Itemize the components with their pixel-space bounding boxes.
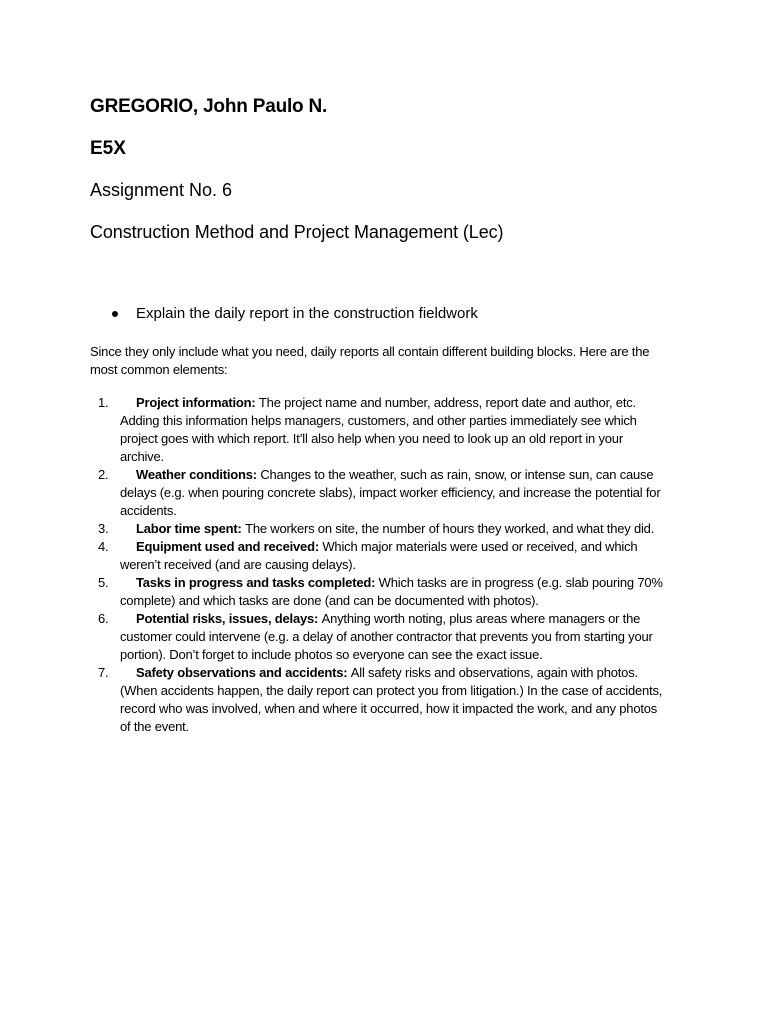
bullet-icon [112,311,118,317]
item-title: Equipment used and received: [136,539,323,554]
item-number: 7. [98,665,109,680]
item-number: 1. [98,395,109,410]
assignment-title: Assignment No. 6 [90,180,233,200]
student-section: E5X [90,138,126,159]
item-title: Labor time spent: [136,521,246,536]
item-text: The workers on site, the number of hours they worked, and what they did. [245,521,655,536]
intro-paragraph: Since they only include what you need, daily reports all contain different building blocks. Here are the most common elements: [90,344,650,377]
item-title: Weather conditions: [136,467,261,482]
item-text: Changes to the weather, such as rain, snow, or intense sun, can cause delays (e.g. when pouring concrete slabs), impact worker efficiency, and increase the potential for accidents. [120,467,661,518]
item-title: Safety observations and accidents: [136,665,351,680]
list-item [90,466,670,520]
item-text: All safety risks and observations, again with photos. (When accidents happen, the daily report can protect you from litigation.) In the case of accidents, record who was involved, when and where it occurred, how it impacted the work, and any photos of the event. [120,665,663,734]
list-item [90,610,670,664]
item-title: Project information: [136,395,259,410]
question-text: Explain the daily report in the construction fieldwork [136,305,478,322]
item-title: Tasks in progress and tasks completed: [136,575,379,590]
item-title: Potential risks, issues, delays: [136,611,322,626]
item-text: Which tasks are in progress (e.g. slab pouring 70% complete) and which tasks are done (and can be documented with photos). [120,575,663,608]
list-item [90,574,670,610]
list-item [90,520,670,538]
list-item [90,664,670,736]
item-number: 5. [98,575,109,590]
item-text: Which major materials were used or received, and which weren’t received (and are causing delays). [120,539,638,572]
list-item [90,538,670,574]
item-text: Anything worth noting, plus areas where managers or the customer could intervene (e.g. a delay of another contractor that prevents you from starting your portion). Don’t forget to include photos so everyone can see the exact issue. [120,611,653,662]
elements-list [90,394,670,736]
item-number: 3. [98,521,109,536]
student-name: GREGORIO, John Paulo N. [90,96,328,117]
course-title: Construction Method and Project Management (Lec) [90,222,504,242]
item-number: 6. [98,611,109,626]
item-number: 4. [98,539,109,554]
list-item [90,394,670,466]
question-bullet [112,305,478,322]
item-number: 2. [98,467,109,482]
item-text: The project name and number, address, report date and author, etc. Adding this information helps managers, customers, and other parties immediately see which project goes with which report. It’ll also help when you need to look up an old report in your archive. [120,395,637,464]
